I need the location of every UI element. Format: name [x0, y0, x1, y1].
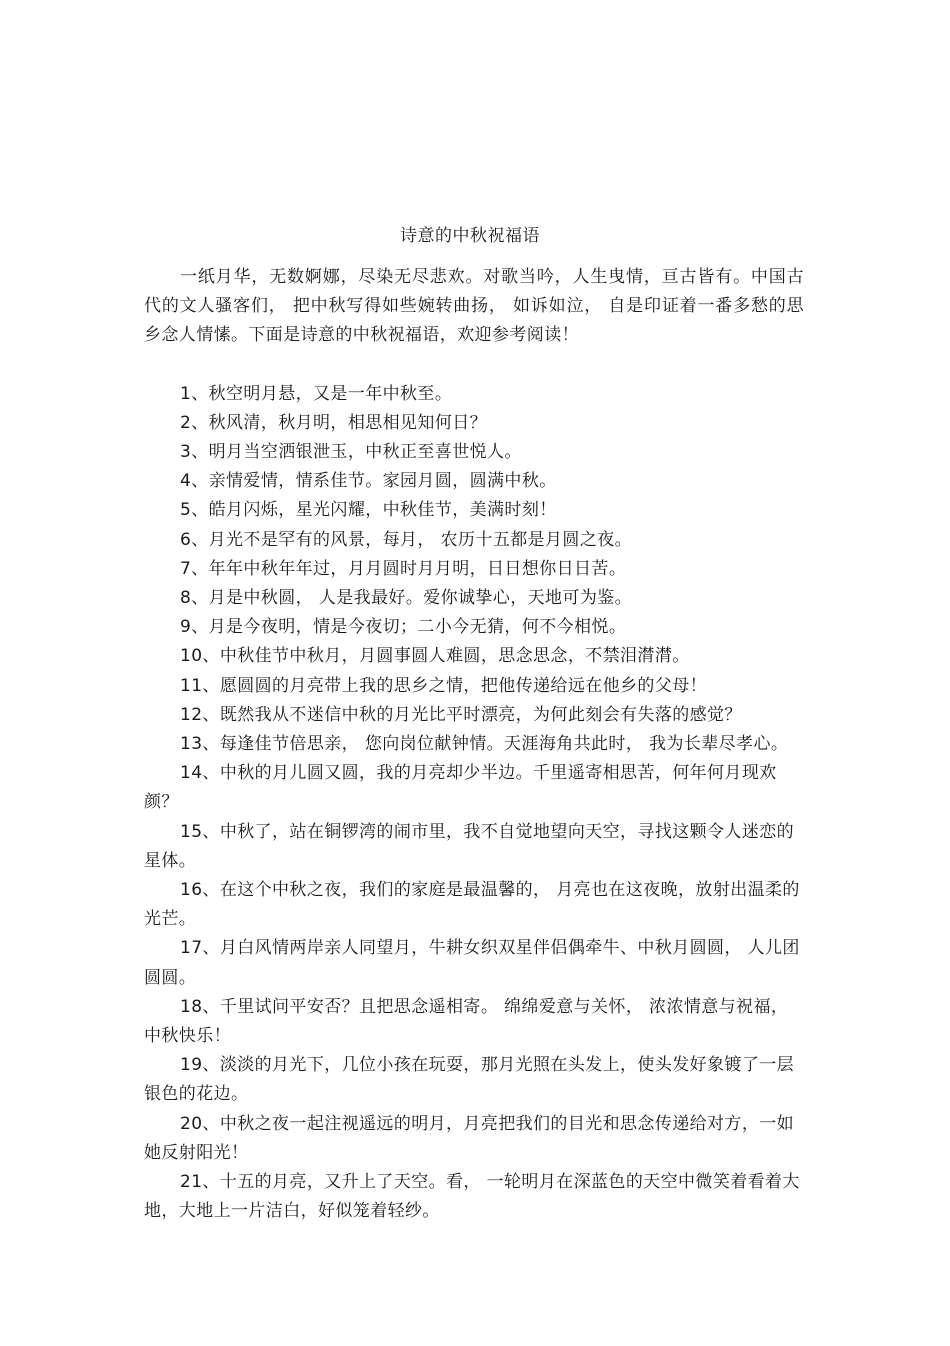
document-title: 诗意的中秋祝福语: [400, 226, 540, 246]
list-item: 9、月是今夜明，情是今夜切；二小今无猜，何不今相悦。: [180, 617, 627, 638]
list-item: 14、中秋的月儿圆又圆，我的月亮却少半边。千里遥寄相思苦，何年何月现欢颜？: [144, 763, 777, 813]
list-item: 18、千里试问平安否？且把思念遥相寄。 绵绵爱意与关怀， 浓浓情意与祝福，中秋快乐！: [144, 996, 789, 1047]
list-item: 20、中秋之夜一起注视遥远的明月，月亮把我们的目光和思念传递给对方，一如她反射阳光！: [144, 1113, 795, 1163]
list-item: 21、十五的月亮，又升上了天空。看， 一轮明月在深蓝色的天空中微笑着看着大地，大地上一片洁白，好似笼着轻纱。: [144, 1172, 800, 1222]
list-item: 19、淡淡的月光下，几位小孩在玩耍，那月光照在头发上，使头发好象镀了一层银色的花边。: [144, 1055, 795, 1105]
document-body: [144, 263, 804, 1227]
list-item: 16、在这个中秋之夜，我们的家庭是最温馨的， 月亮也在这夜晚，放射出温柔的光芒。: [144, 880, 800, 930]
list-item: 1、秋空明月悬，又是一年中秋至。: [180, 383, 453, 404]
list-item: 11、愿圆圆的月亮带上我的思乡之情，把他传递给远在他乡的父母！: [180, 675, 708, 696]
list-item: 7、年年中秋年年过，月月圆时月月明，日日想你日日苦。: [180, 558, 627, 579]
list-item: 5、皓月闪烁，星光闪耀，中秋佳节，美满时刻！: [180, 500, 557, 521]
list-item: 13、每逢佳节倍思亲， 您向岗位献钟情。天涯海角共此时， 我为长辈尽孝心。: [180, 734, 789, 755]
list-item: 8、月是中秋圆， 人是我最好。爱你诚挚心，天地可为鉴。: [180, 588, 633, 609]
list-item: 2、秋风清，秋月明，相思相见知何日？: [180, 412, 488, 433]
list-item: 15、中秋了，站在铜锣湾的闹市里，我不自觉地望向天空，寻找这颗令人迷恋的星体。: [144, 821, 795, 871]
greeting-list: [144, 380, 804, 1227]
intro-paragraph: 一纸月华，无数婀娜，尽染无尽悲欢。对歌当吟，人生曳情，亘古皆有。中国古代的文人骚客们， 把中秋写得如些婉转曲扬， 如诉如泣， 自是印证着一番多愁的思乡念人情愫。下面是诗意的中秋祝福语，欢迎参考阅读！: [144, 267, 804, 346]
list-item: 17、月白风情两岸亲人同望月，牛耕女织双星伴侣偶牵牛、中秋月圆圆， 人儿团圆圆。: [144, 938, 800, 988]
list-item: 10、中秋佳节中秋月，月圆事圆人难圆，思念思念，不禁泪潸潸。: [180, 646, 690, 667]
list-item: 12、既然我从不迷信中秋的月光比平时漂亮，为何此刻会有失落的感觉？: [180, 704, 742, 725]
list-item: 3、明月当空洒银泄玉，中秋正至喜世悦人。: [180, 442, 522, 463]
list-item: 6、月光不是罕有的风景，每月， 农历十五都是月圆之夜。: [180, 529, 633, 550]
list-item: 4、亲情爱情，情系佳节。家园月圆，圆满中秋。: [180, 471, 557, 492]
paragraph-spacer: [144, 351, 804, 380]
